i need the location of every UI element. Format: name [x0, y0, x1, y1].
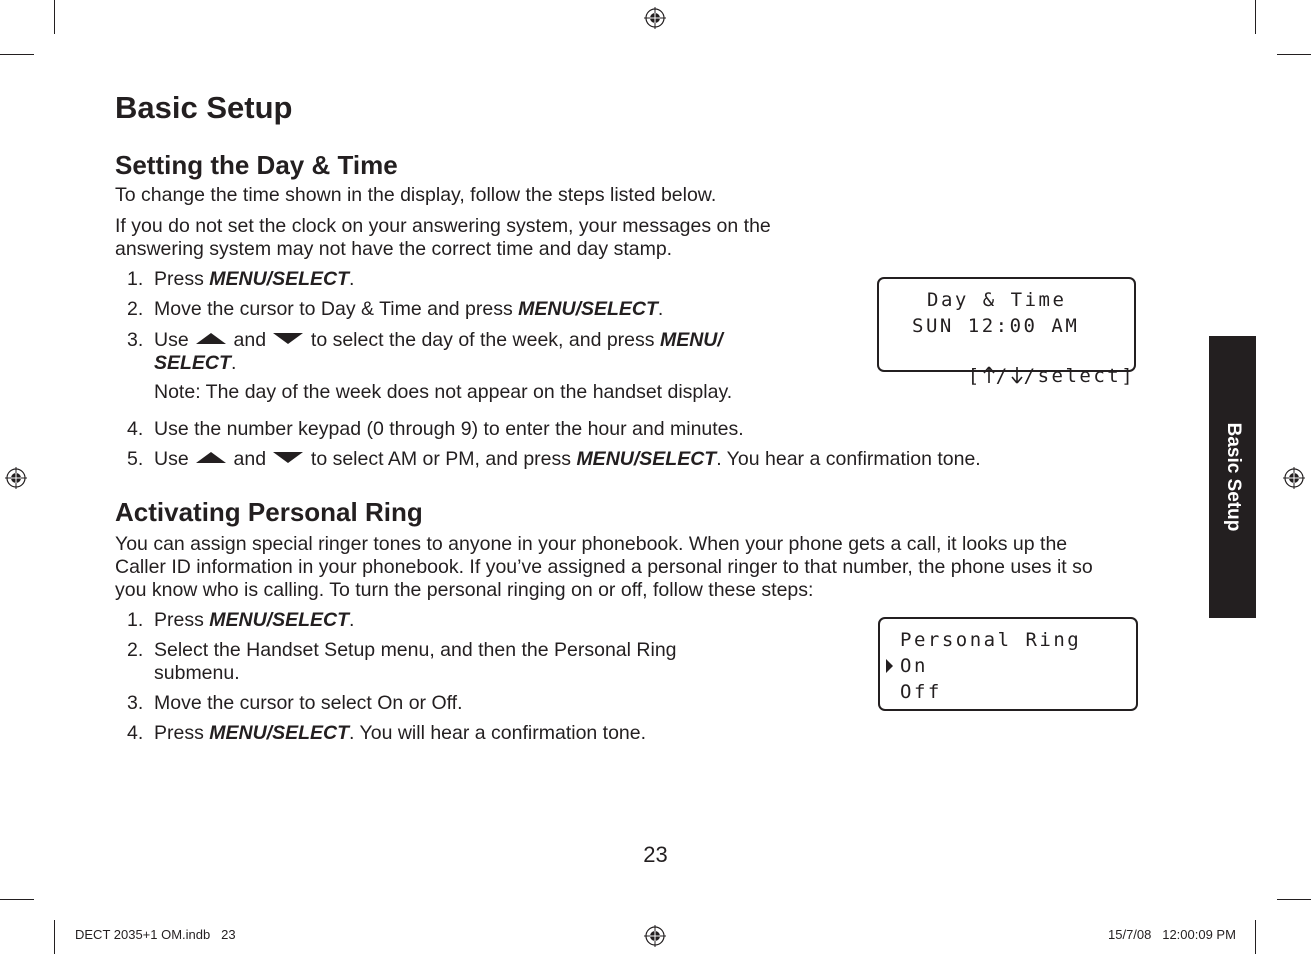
down-arrow-icon — [273, 452, 303, 463]
section-heading-personal-ring: Activating Personal Ring — [115, 497, 423, 527]
lcd-line: On — [900, 655, 928, 677]
registration-mark-icon — [644, 925, 666, 947]
section2-intro-line3: you know who is calling. To turn the personal ringing on or off, follow these steps: — [115, 579, 814, 601]
lcd-line: Off — [900, 681, 942, 703]
crop-mark — [0, 899, 34, 900]
lcd-display-personal-ring — [878, 617, 1138, 711]
section1-intro-2-line1: If you do not set the clock on your answering system, your messages on the — [115, 215, 771, 237]
lcd-line: SUN 12:00 AM — [912, 315, 1080, 337]
lcd-line: [ / /select] — [967, 365, 1136, 387]
crop-mark — [1255, 0, 1256, 34]
side-tab — [1209, 336, 1256, 618]
up-arrow-icon — [982, 366, 996, 384]
crop-mark — [1255, 920, 1256, 954]
side-tab-label: Basic Setup — [1222, 422, 1244, 532]
registration-mark-icon — [5, 467, 27, 489]
down-arrow-icon — [1010, 366, 1024, 384]
crop-mark — [0, 54, 34, 55]
lcd-line: Day & Time — [927, 289, 1067, 311]
cursor-arrow-icon — [886, 659, 893, 673]
crop-mark — [54, 0, 55, 34]
crop-mark — [1277, 54, 1311, 55]
up-arrow-icon — [196, 452, 226, 463]
registration-mark-icon — [1283, 467, 1305, 489]
section2-intro-line2: Caller ID information in your phonebook. If you’ve assigned a personal ringer to that number, the phone uses it so — [115, 556, 1093, 578]
lcd-display-day-time — [877, 277, 1136, 387]
section1-intro-2-line2: answering system may not have the correct time and day stamp. — [115, 238, 673, 260]
page-number: 23 — [643, 842, 668, 867]
footer-file-info: DECT 2035+1 OM.indb 23 — [75, 927, 236, 942]
page-title: Basic Setup — [115, 90, 293, 125]
section1-intro: To change the time shown in the display, follow the steps listed below. — [115, 184, 717, 206]
section2-intro-line1: You can assign special ringer tones to anyone in your phonebook. When your phone gets a call, it looks up the — [115, 533, 1068, 555]
lcd-line: Personal Ring — [900, 629, 1082, 651]
section-heading-day-time: Setting the Day & Time — [115, 150, 398, 180]
footer-timestamp: 15/7/08 12:00:09 PM — [1108, 927, 1236, 942]
crop-mark — [1277, 899, 1311, 900]
down-arrow-icon — [273, 333, 303, 344]
crop-mark — [54, 920, 55, 954]
registration-mark-icon — [644, 7, 666, 29]
up-arrow-icon — [196, 333, 226, 344]
